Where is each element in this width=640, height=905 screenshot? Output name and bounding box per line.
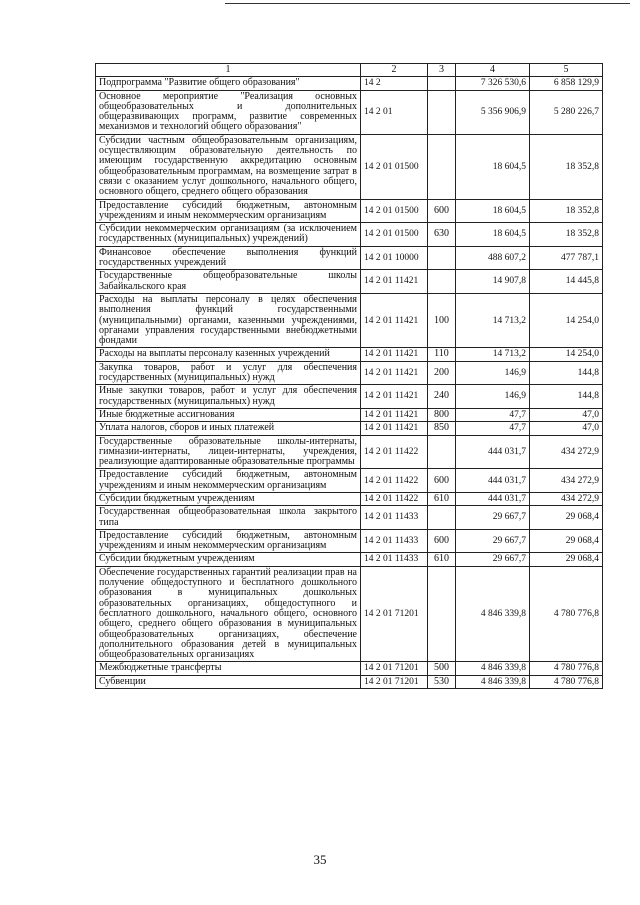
- table-row: [96, 469, 603, 493]
- row-value-4: 47,7: [456, 422, 530, 435]
- row-expense-type: 110: [428, 348, 456, 361]
- row-name: Иные бюджетные ассигнования: [96, 408, 361, 421]
- row-code: 14 2 01 11421: [361, 361, 428, 385]
- row-value-5: 144,8: [530, 361, 603, 385]
- row-expense-type: [428, 566, 456, 662]
- row-value-5: 14 254,0: [530, 348, 603, 361]
- table-row: [96, 566, 603, 662]
- row-value-5: 29 068,4: [530, 529, 603, 553]
- row-code: 14 2 01 11421: [361, 385, 428, 409]
- row-value-4: 14 907,8: [456, 270, 530, 294]
- row-value-5: 434 272,9: [530, 469, 603, 493]
- row-code: 14 2 01 11422: [361, 469, 428, 493]
- row-expense-type: 600: [428, 529, 456, 553]
- header-col-2: 2: [361, 64, 428, 77]
- table-row: [96, 348, 603, 361]
- table-row: [96, 199, 603, 223]
- row-name: Предоставление субсидий бюджетным, автономным учреждениям и иным некоммерческим организациям: [96, 469, 361, 493]
- table-row: [96, 435, 603, 469]
- row-value-4: 444 031,7: [456, 435, 530, 469]
- row-value-5: 14 445,8: [530, 270, 603, 294]
- table-row: [96, 675, 603, 688]
- table-row: [96, 90, 603, 134]
- row-name: Государственные образовательные школы-интернаты, гимназии-интернаты, лицеи-интернаты, учреждения, реализующие адаптированные образовательные программы: [96, 435, 361, 469]
- row-value-5: 14 254,0: [530, 293, 603, 347]
- row-name: Обеспечение государственных гарантий реализации прав на получение общедоступного и бесплатного дошкольного образования в муниципальных дошкольных образовательных организациях, общедоступного и бесплатного дошкольного, начального общего, основного общего, среднего общего образования в муниципальных общеобразовательных организациях, обеспечение дополнительного образования детей в муниципальных общеобразовательных организациях: [96, 566, 361, 662]
- row-value-5: 18 352,8: [530, 223, 603, 247]
- row-code: 14 2 01 11421: [361, 270, 428, 294]
- row-value-5: 47,0: [530, 422, 603, 435]
- row-code: 14 2 01 71201: [361, 662, 428, 675]
- row-value-5: 434 272,9: [530, 435, 603, 469]
- row-name: Государственные общеобразовательные школы Забайкальского края: [96, 270, 361, 294]
- row-expense-type: 800: [428, 408, 456, 421]
- header-col-1: 1: [96, 64, 361, 77]
- row-code: 14 2 01 01500: [361, 223, 428, 247]
- row-expense-type: 600: [428, 199, 456, 223]
- table-row: [96, 529, 603, 553]
- row-value-5: 477 787,1: [530, 246, 603, 270]
- row-value-5: 29 068,4: [530, 553, 603, 566]
- row-name: Основное мероприятие "Реализация основных общеобразовательных и дополнительных общеразвивающих программ, развитие современных механизмов и технологий общего образования": [96, 90, 361, 134]
- row-code: 14 2 01 11433: [361, 506, 428, 530]
- header-col-3: 3: [428, 64, 456, 77]
- table-row: [96, 270, 603, 294]
- table-row: [96, 134, 603, 199]
- header-col-5: 5: [530, 64, 603, 77]
- row-code: 14 2 01 11421: [361, 348, 428, 361]
- row-value-5: 18 352,8: [530, 199, 603, 223]
- row-name: Субсидии частным общеобразовательным организациям, осуществляющим образовательную деятельность по имеющим государственную аккредитацию основным общеобразовательным программам, на возмещение затрат в связи с оказанием услуг дошкольного, начального общего, основного общего, среднего общего образования: [96, 134, 361, 199]
- row-value-4: 4 846 339,8: [456, 662, 530, 675]
- row-value-4: 18 604,5: [456, 134, 530, 199]
- row-expense-type: [428, 90, 456, 134]
- table-row: [96, 422, 603, 435]
- row-value-5: 6 858 129,9: [530, 77, 603, 90]
- row-value-4: 18 604,5: [456, 199, 530, 223]
- row-name: Подпрограмма "Развитие общего образования": [96, 77, 361, 90]
- row-name: Закупка товаров, работ и услуг для обеспечения государственных (муниципальных) нужд: [96, 361, 361, 385]
- row-expense-type: 600: [428, 469, 456, 493]
- table-row: [96, 77, 603, 90]
- row-name: Финансовое обеспечение выполнения функций государственных учреждений: [96, 246, 361, 270]
- row-code: 14 2 01 11421: [361, 422, 428, 435]
- row-name: Государственная общеобразовательная школа закрытого типа: [96, 506, 361, 530]
- row-value-4: 29 667,7: [456, 529, 530, 553]
- row-name: Субсидии бюджетным учреждениям: [96, 553, 361, 566]
- table-row: [96, 506, 603, 530]
- row-value-5: 144,8: [530, 385, 603, 409]
- header-row: [96, 64, 603, 77]
- table-body: [96, 77, 603, 689]
- row-expense-type: 630: [428, 223, 456, 247]
- row-expense-type: 200: [428, 361, 456, 385]
- row-code: 14 2 01 11433: [361, 553, 428, 566]
- row-name: Иные закупки товаров, работ и услуг для обеспечения государственных (муниципальных) нужд: [96, 385, 361, 409]
- row-value-4: 488 607,2: [456, 246, 530, 270]
- row-expense-type: 500: [428, 662, 456, 675]
- row-expense-type: [428, 77, 456, 90]
- row-code: 14 2 01 71201: [361, 675, 428, 688]
- table-row: [96, 361, 603, 385]
- table-row: [96, 553, 603, 566]
- row-expense-type: 610: [428, 553, 456, 566]
- table-row: [96, 385, 603, 409]
- row-code: 14 2 01 01500: [361, 134, 428, 199]
- row-name: Предоставление субсидий бюджетным, автономным учреждениям и иным некоммерческим организациям: [96, 529, 361, 553]
- row-code: 14 2 01 11421: [361, 293, 428, 347]
- row-value-5: 47,0: [530, 408, 603, 421]
- row-expense-type: 100: [428, 293, 456, 347]
- row-name: Расходы на выплаты персоналу в целях обеспечения выполнения функций государственными (муниципальными) органами, казенными учреждениями, органами управления государственными внебюджетными фондами: [96, 293, 361, 347]
- row-name: Субвенции: [96, 675, 361, 688]
- row-value-4: 29 667,7: [456, 553, 530, 566]
- row-expense-type: 850: [428, 422, 456, 435]
- header-col-4: 4: [456, 64, 530, 77]
- row-code: 14 2 01 01500: [361, 199, 428, 223]
- row-expense-type: 610: [428, 492, 456, 505]
- table-row: [96, 662, 603, 675]
- row-value-5: 5 280 226,7: [530, 90, 603, 134]
- row-expense-type: [428, 246, 456, 270]
- page-number: 35: [313, 852, 327, 867]
- row-code: 14 2 01: [361, 90, 428, 134]
- row-code: 14 2 01 10000: [361, 246, 428, 270]
- budget-table: [95, 63, 603, 689]
- row-code: 14 2: [361, 77, 428, 90]
- row-value-4: 146,9: [456, 361, 530, 385]
- row-code: 14 2 01 71201: [361, 566, 428, 662]
- row-value-4: 29 667,7: [456, 506, 530, 530]
- row-name: Расходы на выплаты персоналу казенных учреждений: [96, 348, 361, 361]
- row-value-4: 18 604,5: [456, 223, 530, 247]
- row-value-5: 29 068,4: [530, 506, 603, 530]
- row-value-5: 4 780 776,8: [530, 662, 603, 675]
- row-value-4: 4 846 339,8: [456, 675, 530, 688]
- row-value-4: 14 713,2: [456, 293, 530, 347]
- row-expense-type: 240: [428, 385, 456, 409]
- row-expense-type: 530: [428, 675, 456, 688]
- top-rule: [225, 3, 630, 4]
- row-value-4: 14 713,2: [456, 348, 530, 361]
- row-value-4: 4 846 339,8: [456, 566, 530, 662]
- table-row: [96, 492, 603, 505]
- row-value-5: 18 352,8: [530, 134, 603, 199]
- row-expense-type: [428, 270, 456, 294]
- row-name: Межбюджетные трансферты: [96, 662, 361, 675]
- row-value-4: 444 031,7: [456, 492, 530, 505]
- row-name: Субсидии бюджетным учреждениям: [96, 492, 361, 505]
- row-code: 14 2 01 11422: [361, 492, 428, 505]
- row-expense-type: [428, 506, 456, 530]
- row-value-4: 47,7: [456, 408, 530, 421]
- row-value-5: 434 272,9: [530, 492, 603, 505]
- row-value-5: 4 780 776,8: [530, 675, 603, 688]
- row-expense-type: [428, 134, 456, 199]
- row-code: 14 2 01 11422: [361, 435, 428, 469]
- row-name: Уплата налогов, сборов и иных платежей: [96, 422, 361, 435]
- table-row: [96, 223, 603, 247]
- row-value-4: 7 326 530,6: [456, 77, 530, 90]
- table-row: [96, 408, 603, 421]
- row-code: 14 2 01 11421: [361, 408, 428, 421]
- row-name: Предоставление субсидий бюджетным, автономным учреждениям и иным некоммерческим организациям: [96, 199, 361, 223]
- table-row: [96, 293, 603, 347]
- row-value-5: 4 780 776,8: [530, 566, 603, 662]
- row-code: 14 2 01 11433: [361, 529, 428, 553]
- row-value-4: 444 031,7: [456, 469, 530, 493]
- row-value-4: 146,9: [456, 385, 530, 409]
- row-expense-type: [428, 435, 456, 469]
- row-value-4: 5 356 906,9: [456, 90, 530, 134]
- row-name: Субсидии некоммерческим организациям (за исключением государственных (муниципальных) учреждений): [96, 223, 361, 247]
- table-row: [96, 246, 603, 270]
